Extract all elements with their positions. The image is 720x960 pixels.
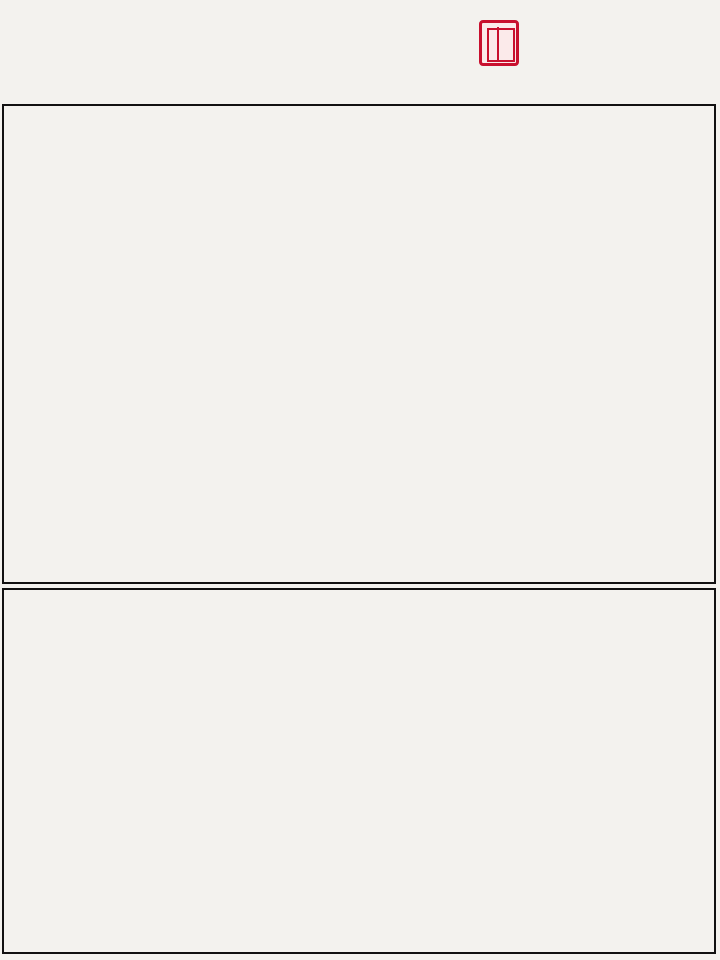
annual-luck-grid xyxy=(2,588,716,954)
chart-header xyxy=(0,0,720,104)
pillars-grid xyxy=(2,104,716,584)
brand-logo xyxy=(492,8,714,64)
